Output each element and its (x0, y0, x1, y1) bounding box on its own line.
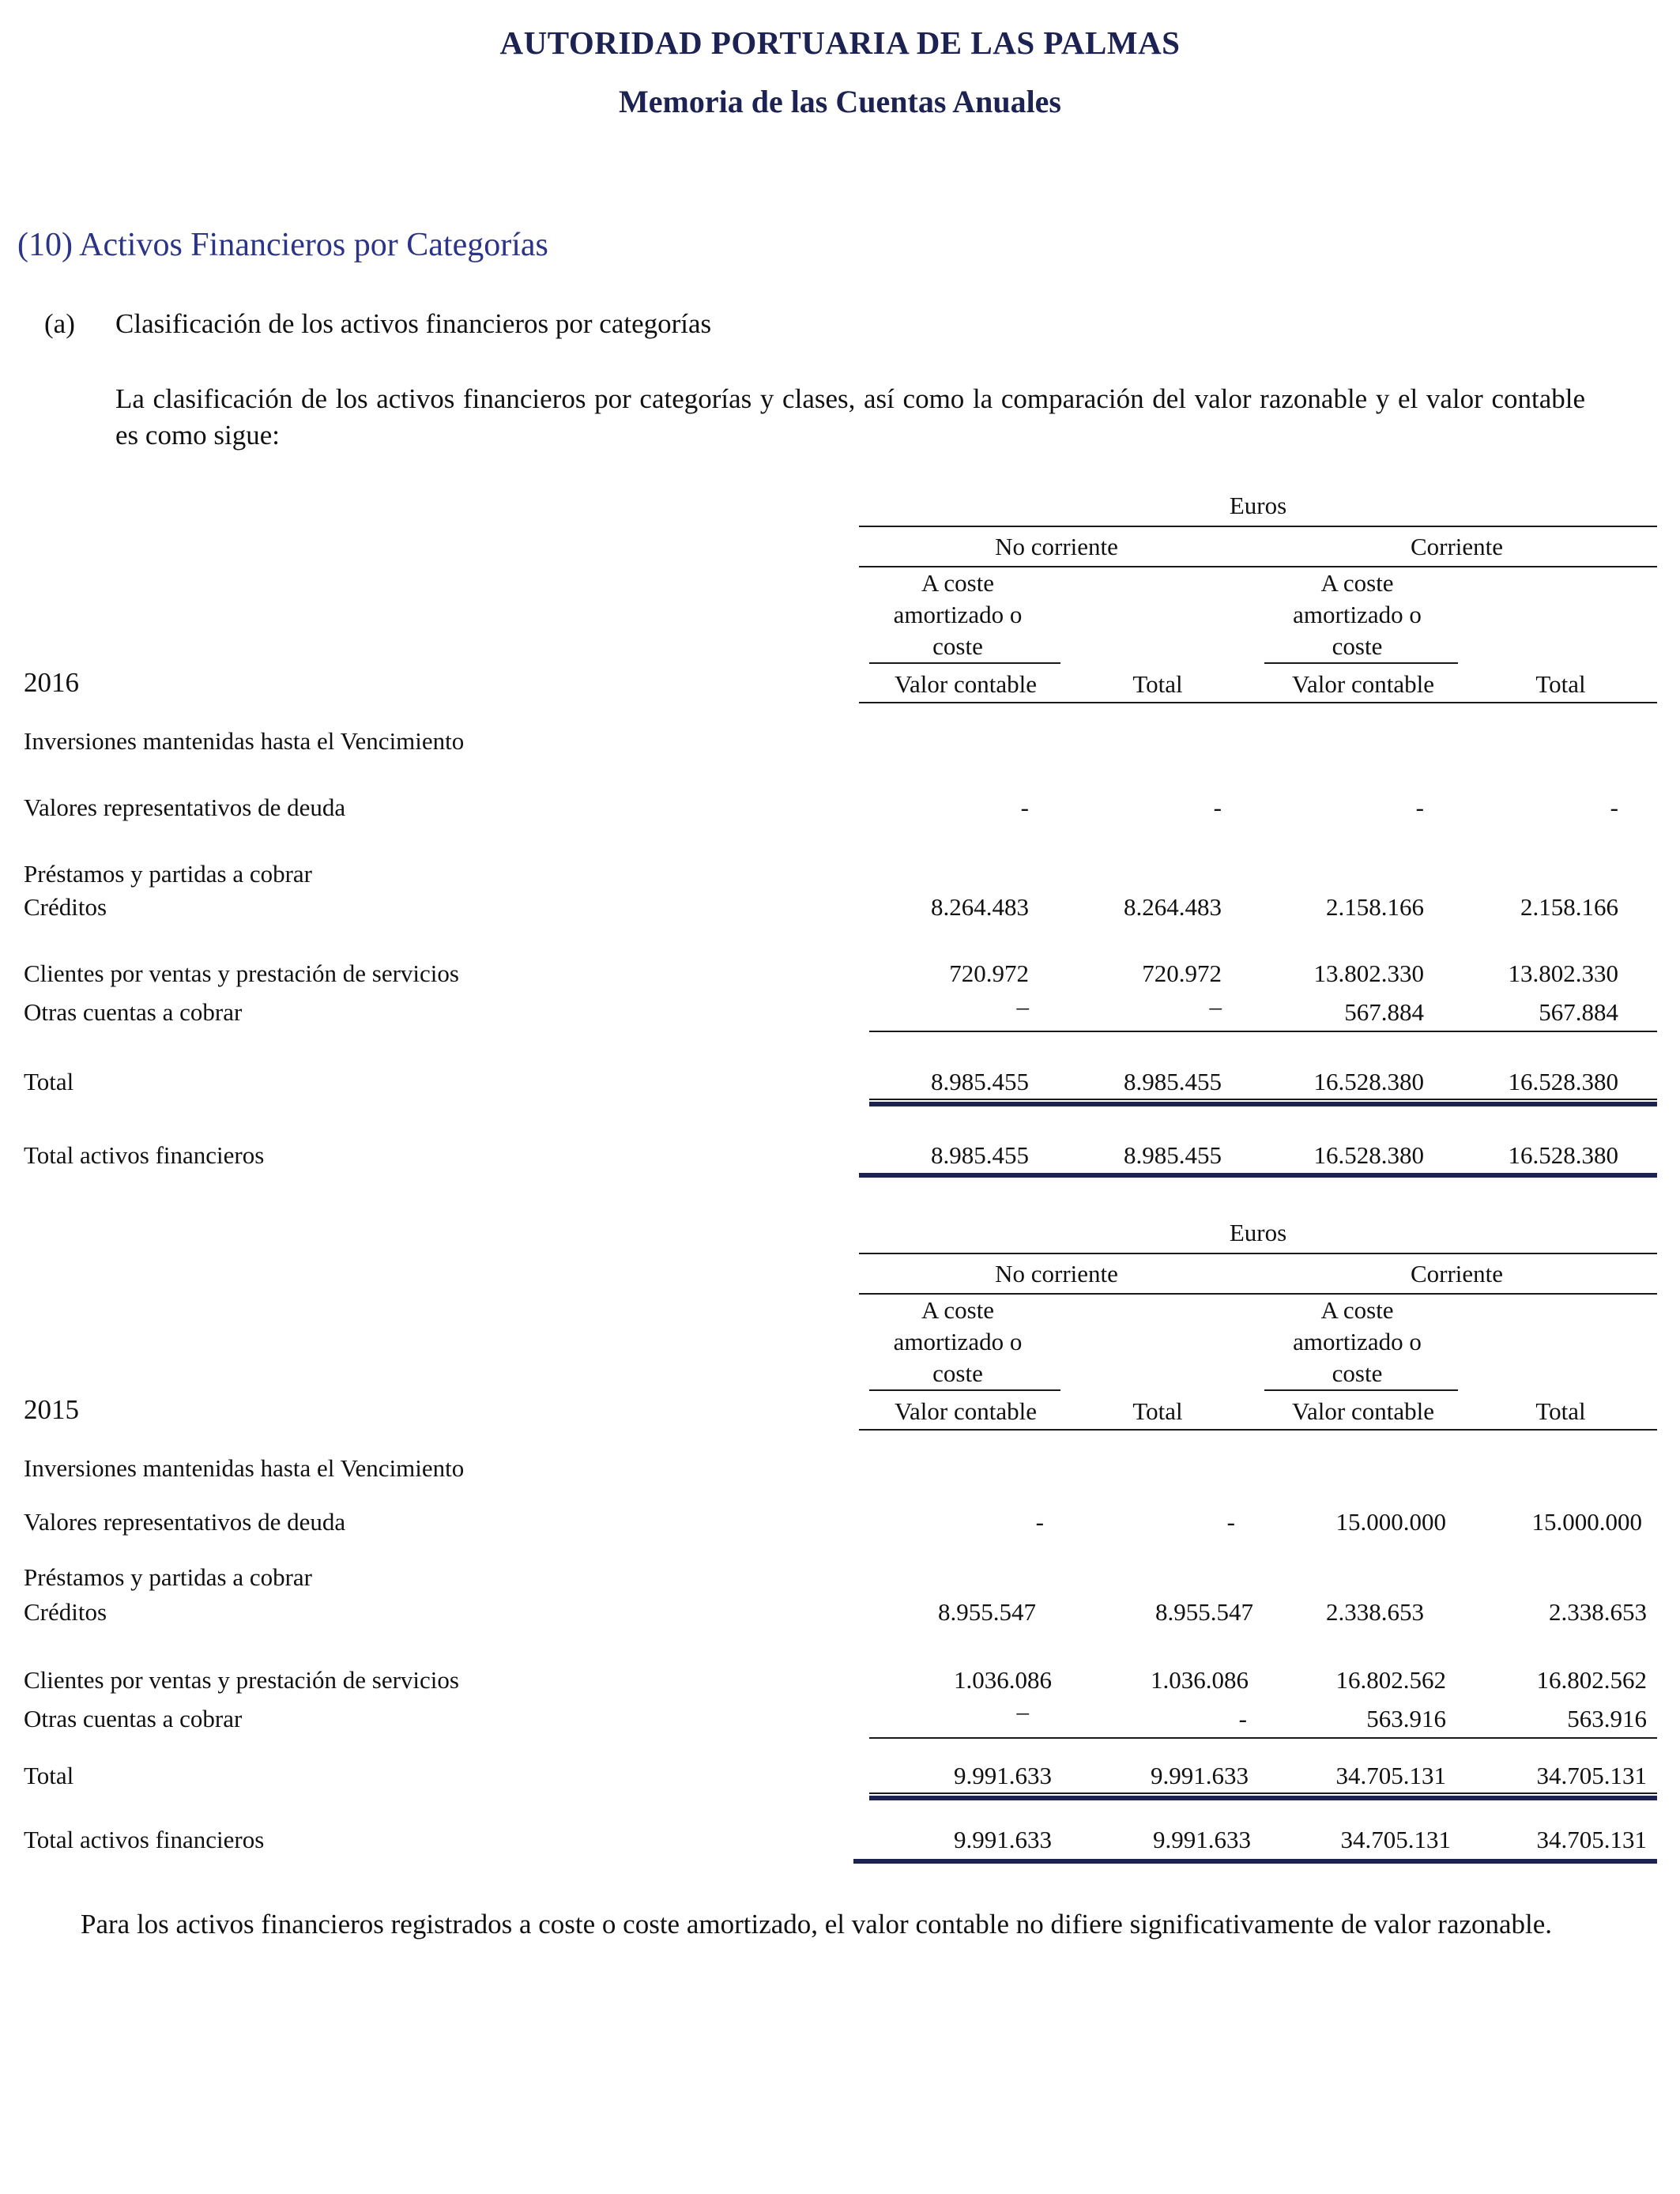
row-label: Préstamos y partidas a cobrar (24, 860, 312, 888)
coste-header-no-corriente: A coste amortizado o coste (893, 569, 1023, 660)
value-cell: - (1610, 794, 1618, 821)
corriente-header: Corriente (1410, 533, 1504, 560)
value-cell: 9.991.633 (1153, 1826, 1251, 1853)
value-cell: 1.036.086 (954, 1666, 1052, 1694)
row-label: Otras cuentas a cobrar (24, 1705, 243, 1732)
value-cell: 567.884 (1344, 998, 1424, 1026)
value-cell: 8.985.455 (931, 1068, 1029, 1095)
total-header: Total (1132, 1397, 1183, 1425)
value-cell: 8.955.547 (938, 1598, 1036, 1626)
row-label: Valores representativos de deuda (24, 1508, 346, 1536)
value-cell: 9.991.633 (1151, 1762, 1249, 1789)
document-title: Memoria de las Cuentas Anuales (619, 84, 1061, 119)
value-cell: 2.338.653 (1549, 1598, 1647, 1626)
row-label: Inversiones mantenidas hasta el Vencimiento (24, 727, 465, 755)
total-header: Total (1132, 670, 1183, 698)
value-cell: 8.985.455 (1124, 1068, 1222, 1095)
value-cell: 15.000.000 (1335, 1508, 1446, 1536)
value-cell: 8.955.547 (1155, 1598, 1253, 1626)
subsection-label: (a) (44, 308, 75, 339)
row-label: Otras cuentas a cobrar (24, 998, 243, 1026)
value-cell: 13.802.330 (1313, 959, 1424, 987)
no-corriente-header: No corriente (995, 533, 1118, 560)
value-cell: 9.991.633 (954, 1826, 1052, 1853)
value-cell: 34.705.131 (1335, 1762, 1446, 1789)
value-cell: 9.991.633 (954, 1762, 1052, 1789)
value-cell: 1.036.086 (1151, 1666, 1249, 1694)
value-cell: - (1213, 794, 1222, 821)
row-label: Créditos (24, 893, 107, 921)
no-corriente-header: No corriente (995, 1260, 1118, 1287)
value-cell: – (1209, 993, 1222, 1020)
value-cell: - (1238, 1705, 1247, 1732)
value-cell: 2.158.166 (1520, 893, 1618, 921)
value-cell: - (1035, 1508, 1044, 1536)
value-cell: 16.528.380 (1508, 1141, 1618, 1169)
value-cell: 2.158.166 (1326, 893, 1424, 921)
value-cell: 16.528.380 (1508, 1068, 1618, 1095)
row-label: Créditos (24, 1598, 107, 1626)
value-cell: - (1020, 794, 1029, 821)
currency-header: Euros (1229, 1219, 1287, 1246)
value-cell: 16.802.562 (1536, 1666, 1647, 1694)
value-cell: 16.528.380 (1313, 1141, 1424, 1169)
value-cell: - (1415, 794, 1424, 821)
row-label: Total (24, 1762, 74, 1789)
value-cell: 8.264.483 (931, 893, 1029, 921)
total-header: Total (1535, 670, 1586, 698)
value-cell: 15.000.000 (1531, 1508, 1642, 1536)
row-label: Clientes por ventas y prestación de servicios (24, 1666, 459, 1694)
value-cell: - (1226, 1508, 1235, 1536)
value-cell: 563.916 (1567, 1705, 1647, 1732)
value-cell: 34.705.131 (1536, 1826, 1647, 1853)
total-header: Total (1535, 1397, 1586, 1425)
value-cell: 563.916 (1366, 1705, 1446, 1732)
valor-contable-header: Valor contable (895, 670, 1037, 698)
row-label: Inversiones mantenidas hasta el Vencimiento (24, 1454, 465, 1482)
value-cell: 2.338.653 (1326, 1598, 1424, 1626)
value-cell: 16.528.380 (1313, 1068, 1424, 1095)
row-label: Clientes por ventas y prestación de servicios (24, 959, 459, 987)
subsection-title: Clasificación de los activos financieros por categorías (115, 308, 712, 339)
value-cell: 720.972 (949, 959, 1029, 987)
intro-paragraph: La clasificación de los activos financieros por categorías y clases, así como la comparación del valor razonable y el valor contable es como sigue: (115, 383, 1585, 450)
row-label: Total activos financieros (24, 1141, 265, 1169)
section-title: (10) Activos Financieros por Categorías (17, 227, 548, 263)
row-label: Préstamos y partidas a cobrar (24, 1563, 312, 1591)
valor-contable-header: Valor contable (895, 1397, 1037, 1425)
corriente-header: Corriente (1410, 1260, 1504, 1287)
value-cell: 16.802.562 (1335, 1666, 1446, 1694)
value-cell: – (1016, 1698, 1029, 1725)
footer-paragraph: Para los activos financieros registrados a coste o coste amortizado, el valor contable no difiere significativamente de valor razonable. (81, 1909, 1553, 1940)
valor-contable-header: Valor contable (1292, 1397, 1434, 1425)
valor-contable-header: Valor contable (1292, 670, 1434, 698)
value-cell: 720.972 (1142, 959, 1222, 987)
row-label: Valores representativos de deuda (24, 794, 346, 821)
value-cell: 34.705.131 (1340, 1826, 1451, 1853)
organization-title: AUTORIDAD PORTUARIA DE LAS PALMAS (499, 25, 1181, 61)
currency-header: Euros (1229, 492, 1287, 519)
value-cell: 8.985.455 (931, 1141, 1029, 1169)
value-cell: 34.705.131 (1536, 1762, 1647, 1789)
value-cell: – (1016, 993, 1029, 1020)
value-cell: 8.985.455 (1124, 1141, 1222, 1169)
value-cell: 13.802.330 (1508, 959, 1618, 987)
value-cell: 8.264.483 (1124, 893, 1222, 921)
coste-header-corriente: A coste amortizado o coste (1293, 569, 1422, 660)
year-label: 2016 (24, 667, 79, 698)
value-cell: 567.884 (1539, 998, 1618, 1026)
row-label: Total (24, 1068, 74, 1095)
coste-header-no-corriente: A coste amortizado o coste (893, 1296, 1023, 1387)
year-label: 2015 (24, 1394, 79, 1425)
row-label: Total activos financieros (24, 1826, 265, 1853)
coste-header-corriente: A coste amortizado o coste (1293, 1296, 1422, 1387)
